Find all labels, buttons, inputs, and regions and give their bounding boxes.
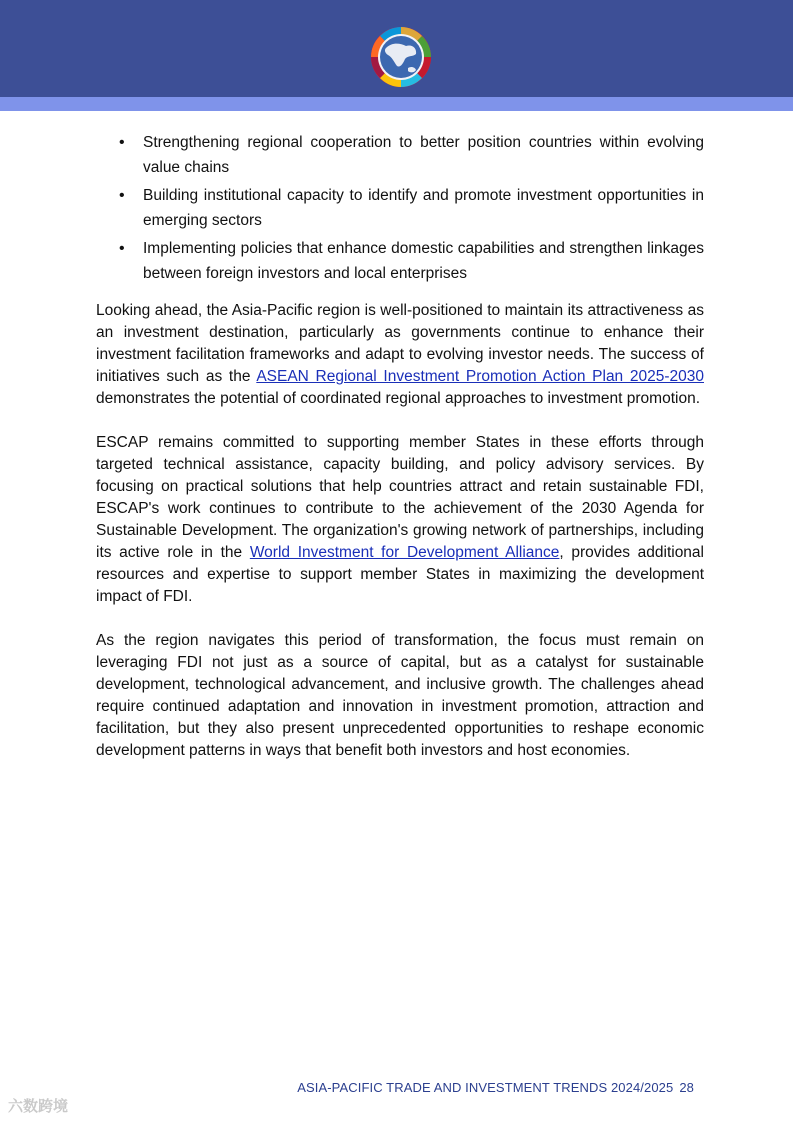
page-footer [297,1080,694,1095]
escap-globe-logo-icon [370,26,432,88]
watermark: 六数跨境 [8,1098,69,1115]
paragraph-text: Looking ahead, the Asia-Pacific region is well-positioned to maintain its attractiveness as an investment destination, particularly as governments continue to enhance their investment facilitation frameworks and adapt to evolving investor needs. The success of initiatives such as the [96,302,704,385]
paragraph-text: ESCAP remains committed to supporting member States in these efforts through targeted technical assistance, capacity building, and policy advisory services. By focusing on practical solutions that help countries attract and retain sustainable FDI, ESCAP's work continues to contribute to the achievement of the 2030 Agenda for Sustainable Development. The organization's growing network of partnerships, including its active role in the [96,434,704,561]
paragraph-outlook [96,300,704,410]
paragraph-text: demonstrates the potential of coordinated regional approaches to investment promotion. [96,390,701,407]
header-stripe [0,97,793,111]
page-content [96,130,704,784]
wida-link[interactable]: World Investment for Development Alliance [249,544,560,561]
asean-action-plan-link[interactable]: ASEAN Regional Investment Promotion Action Plan 2025-2030 [256,368,704,385]
list-item: • Implementing policies that enhance domestic capabilities and strengthen linkages between foreign investors and local enterprises [143,236,704,286]
list-item: • Building institutional capacity to identify and promote investment opportunities in emerging sectors [143,183,704,233]
footer-title: ASIA-PACIFIC TRADE AND INVESTMENT TRENDS 2024/2025 [297,1080,674,1095]
paragraph-transformation: As the region navigates this period of transformation, the focus must remain on leveraging FDI not just as a source of capital, but as a catalyst for sustainable development, technological advancement, and inclusive growth. The challenges ahead require continued adaptation and innovation in investment promotion, attraction and facilitation, but they also present unprecedented opportunities to reshape economic development patterns in ways that benefit both investors and host economies. [96,632,704,759]
list-item: • Strengthening regional cooperation to better position countries within evolving value chains [143,130,704,180]
page-number: 28 [679,1080,694,1095]
paragraph-escap-commitment [96,432,704,608]
paragraph-text: , provides additional resources and expertise to support member States in maximizing the development impact of FDI. [96,544,704,605]
bullet-list [96,130,704,286]
